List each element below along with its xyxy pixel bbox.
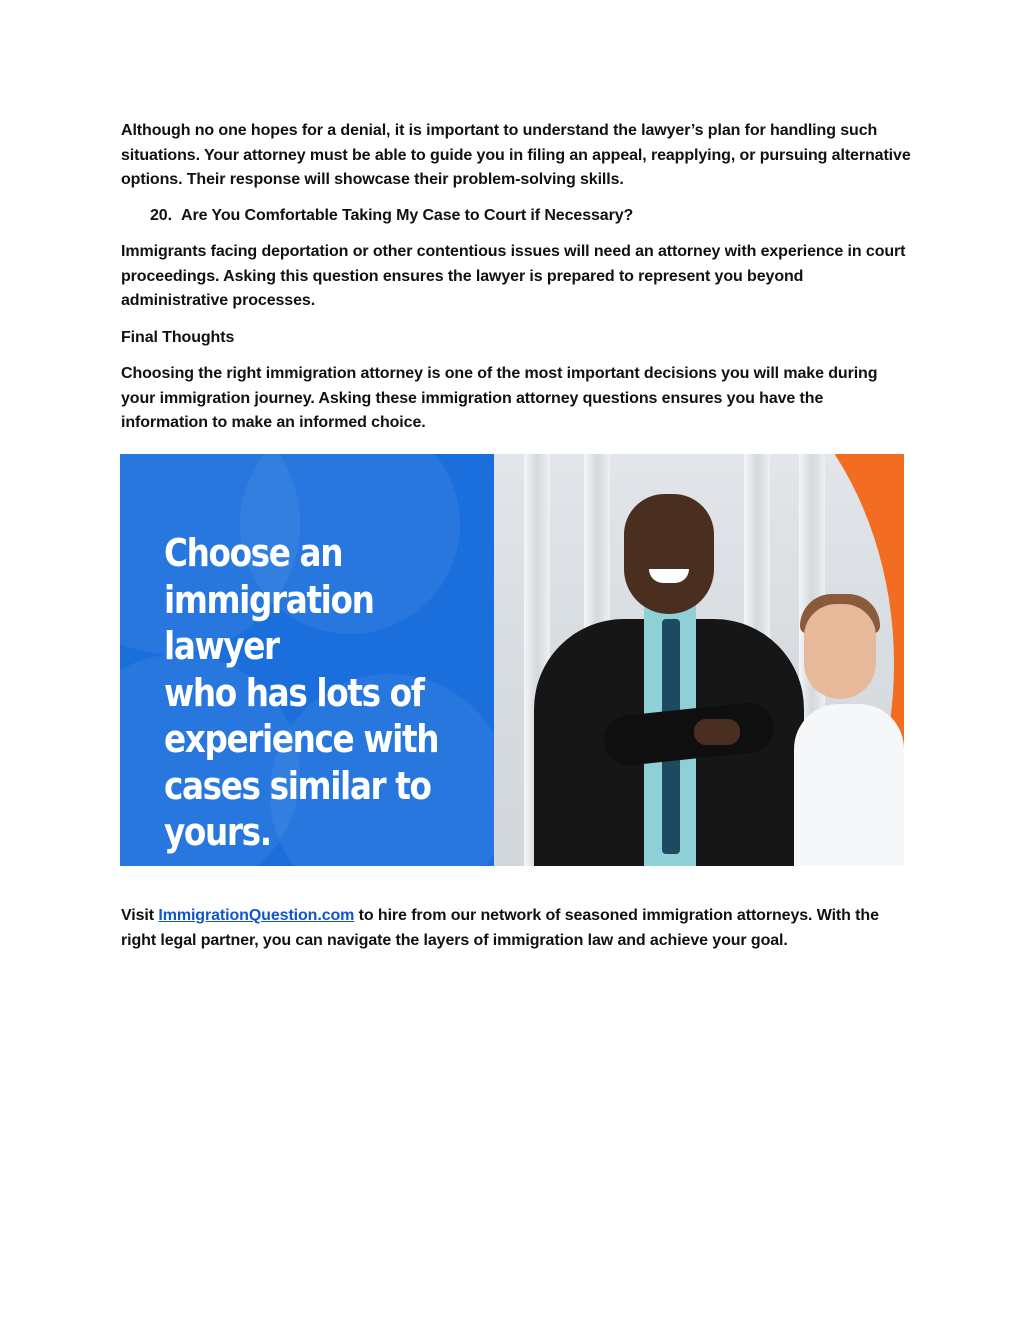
list-item-heading-20 [150,204,911,229]
list-heading-text: Are You Comfortable Taking My Case to Court if Necessary? [181,206,634,224]
paragraph-denial-plan: Although no one hopes for a denial, it is important to understand the lawyer’s plan for handling such situations. Your attorney must be able to guide you in filing an appeal, reapplying, or pursuing alternative options. Their response will showcase their problem-solving skills. [121,122,911,188]
closing-prefix: Visit [121,907,159,924]
banner-photo-lawyers [494,454,904,866]
paragraph-court-experience: Immigrants facing deportation or other contentious issues will need an attorney with experience in court proceedings. Asking this question ensures the lawyer is prepared to represent you beyond administrative processes. [121,243,906,309]
immigrationquestion-link[interactable]: ImmigrationQuestion.com [158,907,355,924]
banner-text-panel [120,454,494,866]
paragraph-final-thoughts: Choosing the right immigration attorney is one of the most important decisions you will make during your immigration journey. Asking these immigration attorney questions ensures you have the information to make an informed choice. [121,365,878,431]
banner-image [120,454,904,866]
closing-paragraph [121,904,911,953]
list-number: 20. [150,206,172,224]
colleague-figure [794,704,904,866]
section-heading-final-thoughts: Final Thoughts [121,328,235,346]
closing-suffix: to hire from our network of seasoned immigration attorneys. With the right legal partner, you can navigate the layers of immigration law and achieve your goal. [121,907,879,949]
document-body [121,119,911,436]
banner-headline: Choose an immigration lawyer who has lots of experience with cases similar to yours. [164,531,439,854]
